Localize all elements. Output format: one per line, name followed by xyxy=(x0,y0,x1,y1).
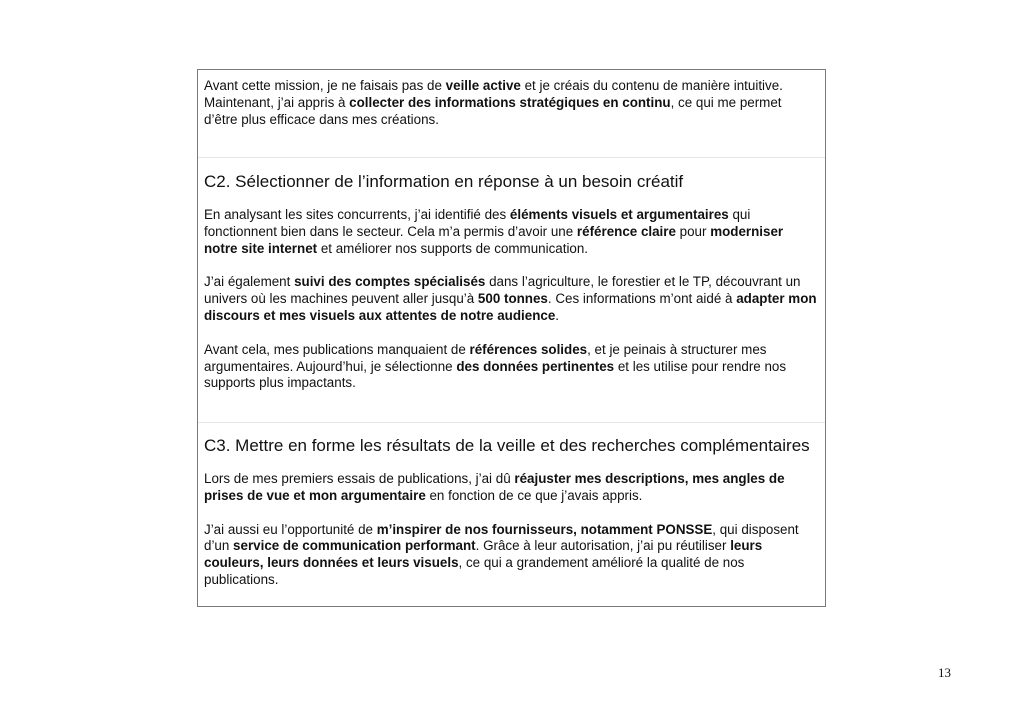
section-divider xyxy=(198,157,825,158)
c2-paragraph-1 xyxy=(204,207,817,257)
bold-text-run: adapter mon discours et mes visuels aux attentes de notre audience xyxy=(204,291,817,323)
text-run: . xyxy=(555,307,559,323)
bold-text-run: 500 tonnes xyxy=(477,291,548,307)
text-run: , ce qui me permet d’être plus efficace dans mes créations. xyxy=(204,94,782,127)
bold-text-run: leurs couleurs, leurs données et leurs visuels xyxy=(204,538,763,571)
bold-text-run: moderniser notre site internet xyxy=(204,223,784,256)
text-run: En analysant les sites concurrents, j’ai identifié des xyxy=(204,207,510,222)
c3-heading: C3. Mettre en forme les résultats de la veille et des recherches complémentaires xyxy=(204,436,810,455)
text-run: et améliorer nos supports de communication. xyxy=(317,240,589,256)
page-number: 13 xyxy=(938,665,951,680)
text-run: qui fonctionnent bien dans le secteur. Cela m’a permis d’avoir une xyxy=(204,207,751,239)
bold-text-run: veille active xyxy=(445,78,521,93)
text-run: pour xyxy=(675,223,711,239)
bold-text-run: éléments visuels et argumentaires xyxy=(509,207,729,222)
text-run: J’ai également xyxy=(204,274,295,290)
bold-text-run: collecter des informations stratégiques en continu xyxy=(349,94,671,110)
c3-paragraph-1 xyxy=(204,471,817,505)
text-run: . Ces informations m’ont aidé à xyxy=(547,291,737,307)
text-run: en fonction de ce que j’avais appris. xyxy=(425,487,643,503)
section-divider xyxy=(198,422,825,423)
c2-paragraph-2 xyxy=(204,274,817,324)
text-run: Avant cette mission, je ne faisais pas de xyxy=(204,78,446,93)
bold-text-run: service de communication performant xyxy=(233,538,476,554)
text-run: , qui disposent d’un xyxy=(204,521,799,554)
c2-heading: C2. Sélectionner de l’information en réponse à un besoin créatif xyxy=(204,172,684,191)
c2-section xyxy=(204,172,817,392)
bold-text-run: réajuster mes descriptions, mes angles de prises de vue et mon argumentaire xyxy=(204,471,785,503)
bold-text-run: des données pertinentes xyxy=(456,358,615,374)
text-run: . Grâce à leur autorisation, j’ai pu réutiliser xyxy=(475,538,731,554)
text-run: Avant cela, mes publications manquaient de xyxy=(204,341,470,357)
c3-paragraph-2 xyxy=(204,522,817,589)
bold-text-run: suivi des comptes spécialisés xyxy=(294,274,486,290)
text-run: , ce qui a grandement amélioré la qualité de nos publications. xyxy=(204,555,745,587)
text-run: et je créais du contenu de manière intuitive. Maintenant, j’ai appris à xyxy=(204,78,783,110)
text-run: dans l’agriculture, le forestier et le TP, découvrant un univers où les machines peuvent aller jusqu’à xyxy=(204,274,801,307)
intro-paragraph xyxy=(204,78,817,128)
content-frame xyxy=(197,69,826,607)
c2-paragraph-3 xyxy=(204,342,817,392)
text-run: , et je peinais à structurer mes argumentaires. Aujourd’hui, je sélectionne xyxy=(204,341,767,374)
text-run: Lors de mes premiers essais de publications, j’ai dû xyxy=(204,471,515,486)
bold-text-run: m’inspirer de nos fournisseurs, notamment PONSSE xyxy=(376,521,713,537)
text-run: J’ai aussi eu l’opportunité de xyxy=(204,521,377,537)
intro-section xyxy=(204,78,817,128)
c3-section xyxy=(204,436,817,589)
bold-text-run: référence claire xyxy=(576,223,676,239)
text-run: et les utilise pour rendre nos supports plus impactants. xyxy=(204,358,787,391)
bold-text-run: références solides xyxy=(469,341,588,357)
